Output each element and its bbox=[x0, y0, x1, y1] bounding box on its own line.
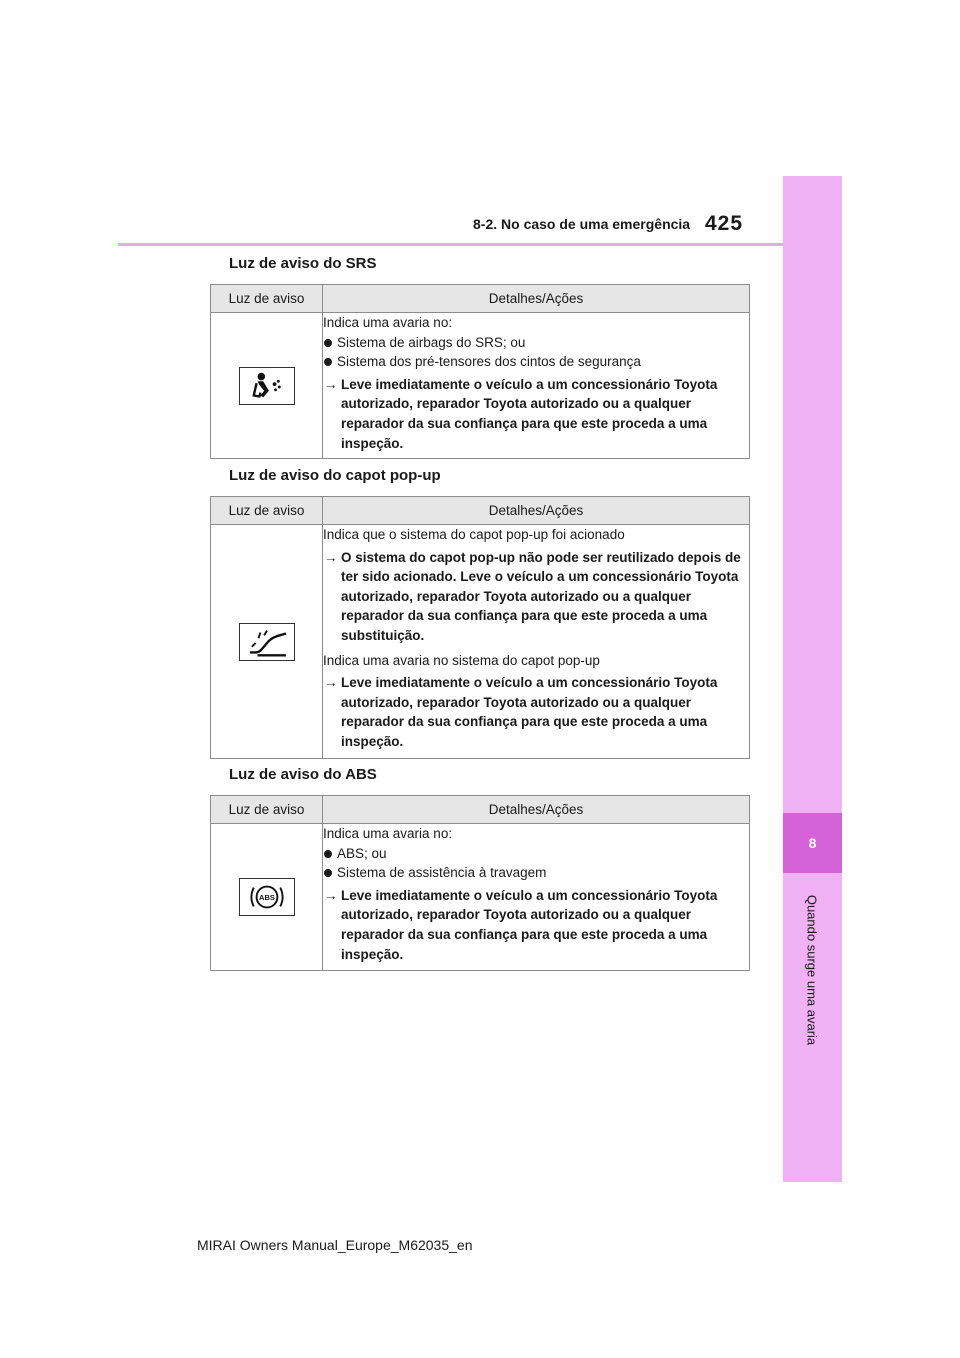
arrow-icon: → bbox=[324, 549, 338, 565]
srs-details bbox=[323, 313, 747, 453]
section-title-abs: Luz de aviso do ABS bbox=[229, 766, 377, 783]
abs-warning-icon bbox=[239, 878, 295, 916]
abs-bullet-1: ABS; ou bbox=[323, 844, 747, 864]
pop-up-hood-warning-icon bbox=[239, 623, 295, 661]
table-header-details: Detalhes/Ações bbox=[323, 497, 750, 525]
table-header-warning-light: Luz de aviso bbox=[211, 285, 323, 313]
popup-hood-intro: Indica que o sistema do capot pop-up foi acionado bbox=[323, 527, 625, 542]
srs-action-text: Leve imediatamente o veículo a um concessionário Toyota autorizado, reparador Toyota autorizado ou a qualquer reparador da sua confiança para que este proceda a uma inspeção. bbox=[341, 376, 718, 451]
abs-details bbox=[323, 824, 747, 964]
table-header-warning-light: Luz de aviso bbox=[211, 497, 323, 525]
header-section-title: 8-2. No caso de uma emergência bbox=[473, 216, 691, 232]
table-header-warning-light: Luz de aviso bbox=[211, 796, 323, 824]
popup-hood-action bbox=[323, 548, 747, 646]
chapter-number: 8 bbox=[783, 813, 842, 873]
page-number: 425 bbox=[705, 212, 744, 235]
table-header-details: Detalhes/Ações bbox=[323, 285, 750, 313]
abs-intro: Indica uma avaria no: bbox=[323, 826, 453, 841]
srs-airbag-warning-icon bbox=[239, 367, 295, 405]
popup-hood-details bbox=[323, 525, 747, 752]
srs-action bbox=[323, 375, 747, 453]
popup-hood-intro-2: Indica uma avaria no sistema do capot pop-up bbox=[323, 652, 600, 668]
arrow-icon: → bbox=[324, 887, 338, 903]
abs-icon-label: ABS bbox=[258, 892, 275, 902]
header-divider bbox=[118, 243, 783, 246]
table-header-details: Detalhes/Ações bbox=[323, 796, 750, 824]
arrow-icon: → bbox=[324, 376, 338, 392]
popup-hood-action-2-text: Leve imediatamente o veículo a um concessionário Toyota autorizado, reparador Toyota autorizado ou a qualquer reparador da sua confiança para que este proceda a uma inspeção. bbox=[341, 675, 718, 749]
abs-action bbox=[323, 886, 747, 964]
abs-bullet-2: Sistema de assistência à travagem bbox=[323, 863, 747, 883]
popup-hood-action-text: O sistema do capot pop-up não pode ser reutilizado depois de ter sido acionado. Leve o veículo a um concessionário Toyota autorizado, reparador Toyota autorizado ou a qualquer reparador da sua confiança para que este proceda a uma substituição. bbox=[341, 549, 741, 643]
srs-bullet-2: Sistema dos pré-tensores dos cintos de segurança bbox=[323, 352, 747, 372]
popup-hood-action-2 bbox=[323, 673, 747, 751]
chapter-title: Quando surge uma avaria bbox=[804, 894, 820, 1046]
srs-bullet-1: Sistema de airbags do SRS; ou bbox=[323, 333, 747, 353]
section-title-popup-hood: Luz de aviso do capot pop-up bbox=[229, 467, 441, 484]
abs-action-text: Leve imediatamente o veículo a um concessionário Toyota autorizado, reparador Toyota autorizado ou a qualquer reparador da sua confiança para que este proceda a uma inspeção. bbox=[341, 887, 718, 962]
arrow-icon: → bbox=[324, 675, 338, 691]
footer-manual-id: MIRAI Owners Manual_Europe_M62035_en bbox=[197, 1237, 473, 1253]
srs-intro: Indica uma avaria no: bbox=[323, 315, 453, 330]
section-title-srs: Luz de aviso do SRS bbox=[229, 255, 377, 272]
